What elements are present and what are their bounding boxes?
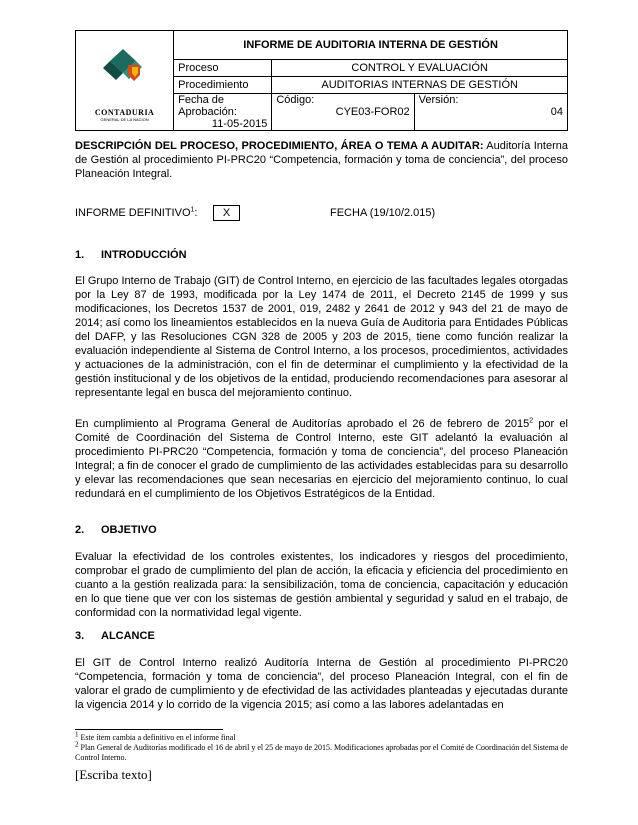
- section-1-heading: [75, 249, 187, 261]
- proceso-value: CONTROL Y EVALUACIÓN: [272, 60, 568, 77]
- procedimiento-label: Procedimiento: [174, 77, 272, 94]
- section-1-paragraph-2: [75, 417, 568, 501]
- section-2-paragraph-1: Evaluar la efectividad de los controles existentes, los indicadores y riesgos del procedimiento, comprobar el grado de cumplimiento del plan de acción, la eficacia y eficiencia del procedimiento en cuanto a la gestión realizada para: la sensibilización, toma de conciencia, capacitación y educación en lo que tiene que ver con los sistemas de gestión ambiental y seguridad y salud en el trabajo, de conformidad con la normatividad legal vigente.: [75, 551, 568, 619]
- footnote-ref-1: 1: [190, 206, 195, 214]
- footnote-2: [75, 740, 568, 763]
- codigo-label: Código:: [276, 94, 315, 106]
- section-1-paragraph-1: El Grupo Interno de Trabajo (GIT) de Control Interno, en ejercicio de las facultades legales otorgadas por la Ley 87 de 1993, modificada por la Ley 1474 de 2011, el Decreto 2145 de 1999 y sus modificaciones, los Decretos 1537 de 2001, 019, 2482 y 2641 de 2012 y 943 del 21 de mayo de 2014; así como los lineamientos establecidos en la nueva Guía de Auditoria para Entidades Públicas del DAFP, y las Resoluciones CGN 328 de 2005 y 203 de 2015, tiene como función realizar la evaluación independiente al Sistema de Control Interno, a los procesos, procedimientos, actividades y actuaciones de la administración, con el fin de determinar el cumplimiento y la efectividad de la gestión institucional y de los objetivos de la entidad, produciendo recomendaciones para asesorar al representante legal en busca del mejoramiento continuo.: [75, 275, 568, 399]
- footnote-1: [75, 730, 568, 743]
- descripcion-label: DESCRIPCIÓN DEL PROCESO, PROCEDIMIENTO, ÁREA O TEMA A AUDITAR:: [75, 140, 484, 152]
- descripcion-text: Auditoría Interna de Gestión al procedimiento PI-PRC20 “Competencia, formación y toma de conciencia”, del proceso Planeación Integral.: [75, 140, 569, 180]
- informe-colon: :: [194, 207, 198, 219]
- section-2-title: OBJETIVO: [101, 524, 157, 536]
- informe-definitivo-row: [75, 207, 197, 219]
- footnote-1-text: Este ítem cambia a definitivo en el informe final: [78, 733, 236, 742]
- logo-subtext: GENERAL DE LA NACION: [100, 117, 149, 122]
- section-3-heading: [75, 630, 155, 642]
- footnote-2-number: 2: [75, 740, 79, 749]
- section-1-p2-end: por el Comité de Coordinación del Sistema de Control Interno, este GIT adelantó la evaluación al procedimiento PI-PRC20 “Competencia, formación y toma de conciencia”, del proceso Planeación Integral; a fin de conocer el grado de cumplimiento de las actividades establecidas para su desarrollo y elevar las recomendaciones que sean necesarias en ejercicio del mejoramiento continuo, lo cual redundará en el cumplimiento de los Objetivos Estratégicos de la Entidad.: [75, 418, 568, 500]
- logo-text: CONTADURIA: [94, 108, 155, 117]
- informe-label: INFORME DEFINITIVO: [75, 207, 191, 219]
- contaduria-logo-icon: [90, 39, 160, 111]
- codigo-value: CYE03-FOR02: [335, 106, 410, 118]
- footnote-1-number: 1: [75, 730, 79, 739]
- version-cell: [414, 94, 567, 131]
- descripcion-paragraph: [75, 139, 568, 181]
- section-2-heading: [75, 524, 157, 536]
- section-1-p2-start: En cumplimiento al Programa General de Auditorías aprobado el 26 de febrero de 2015: [75, 418, 530, 430]
- logo-cell: [76, 31, 174, 131]
- informe-fecha: FECHA (19/10/2.015): [330, 207, 436, 219]
- section-3-number: 3.: [75, 630, 85, 642]
- footnote-separator: [75, 729, 223, 730]
- fecha-value: 11-05-2015: [211, 118, 268, 130]
- version-value: 04: [550, 106, 563, 118]
- section-2-number: 2.: [75, 524, 85, 536]
- codigo-cell: [272, 94, 414, 131]
- footer-placeholder-text: [Escriba texto]: [75, 767, 152, 782]
- footnote-ref-2: 2: [529, 417, 534, 425]
- footnote-2-text: Plan General de Auditorías modificado el 16 de abril y el 25 de mayo de 2015. Modificaciones aprobadas por el Comité de Coordinación del Sistema de Control Interno.: [75, 743, 568, 762]
- informe-definitivo-box: X: [213, 205, 240, 221]
- document-title: INFORME DE AUDITORIA INTERNA DE GESTIÓN: [174, 31, 568, 60]
- proceso-label: Proceso: [174, 60, 272, 77]
- procedimiento-value: AUDITORIAS INTERNAS DE GESTIÓN: [272, 77, 568, 94]
- version-label: Versión:: [418, 94, 459, 106]
- section-3-paragraph-1: El GIT de Control Interno realizó Auditoría Interna de Gestión al procedimiento PI-PRC20 “Competencia, formación y toma de conciencia”, del proceso Planeación Integral, con el fin de valorar el grado de cumplimiento y de efectividad de las actividades planteadas y ejecutadas durante la vigencia 2014 y lo corrido de la vigencia 2015; así como a las labores adelantadas en: [75, 657, 568, 711]
- section-1-number: 1.: [75, 249, 85, 261]
- section-3-title: ALCANCE: [101, 630, 155, 642]
- section-1-title: INTRODUCCIÓN: [101, 249, 187, 261]
- fecha-label: Fecha de Aprobación:: [178, 94, 237, 118]
- fecha-cell: [174, 94, 272, 131]
- document-header-table: [75, 30, 568, 131]
